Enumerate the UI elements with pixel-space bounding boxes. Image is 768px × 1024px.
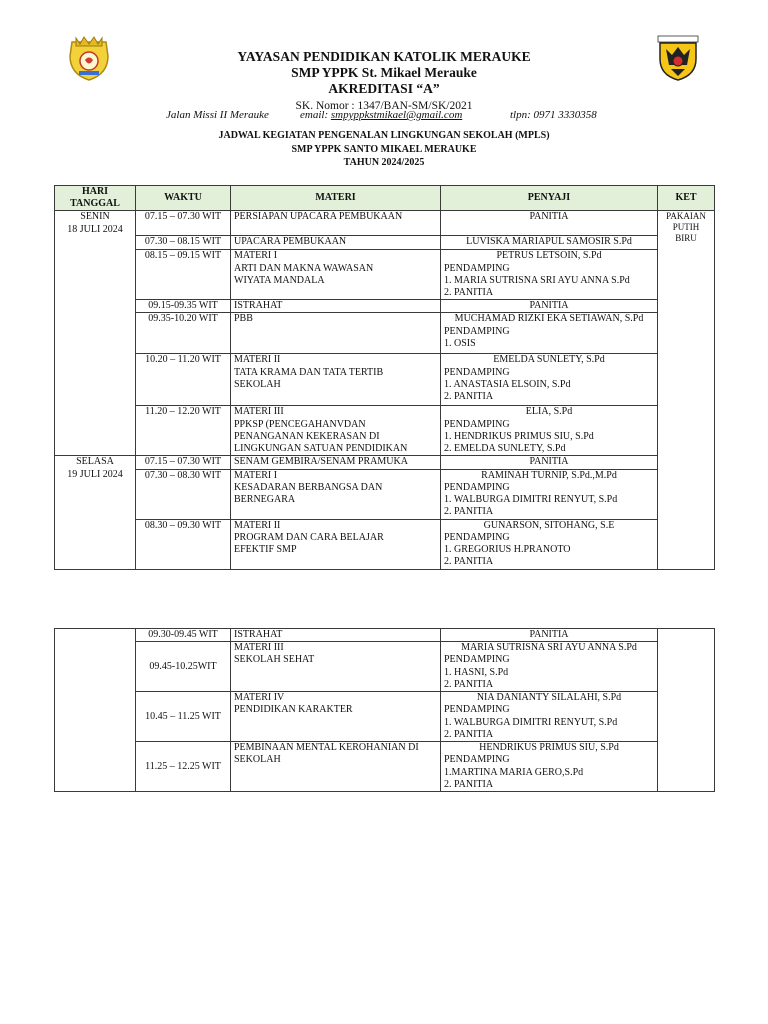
materi-line: SEKOLAH [234, 754, 281, 766]
table-row [55, 313, 715, 354]
title-line-1: JADWAL KEGIATAN PENGENALAN LINGKUNGAN SEKOLAH (MPLS) [218, 130, 550, 141]
waktu-cell: 09.15-09.35 WIT [136, 300, 231, 313]
materi-cell [231, 354, 441, 406]
schedule-body [55, 211, 715, 569]
waktu-cell: 09.45-10.25WIT [136, 642, 231, 692]
penyaji-cell [441, 469, 658, 519]
penyaji-cell [441, 406, 658, 456]
header-ket: KET [658, 186, 715, 211]
materi-line: BERNEGARA [234, 494, 296, 506]
materi-line: UPACARA PEMBUKAAN [234, 236, 347, 248]
companion-item: 2. PANITIA [444, 287, 494, 299]
document-title [150, 129, 618, 170]
waktu-cell: 10.45 – 11.25 WIT [136, 692, 231, 742]
materi-line: PPKSP (PENCEGAHANVDAN [234, 418, 366, 430]
email-link[interactable]: smpyppkstmikael@gmail.com [330, 109, 463, 121]
waktu-cell: 11.25 – 12.25 WIT [136, 742, 231, 792]
table-row [55, 629, 715, 642]
materi-cell [231, 456, 441, 469]
table-row [55, 742, 715, 792]
companion-label: PENDAMPING [444, 418, 510, 430]
companion-item: 1.MARTINA MARIA GERO,S.Pd [444, 766, 584, 778]
school-logo-right [657, 35, 699, 81]
companion-item: 1. WALBURGA DIMITRI RENYUT, S.Pd [444, 716, 618, 728]
presenter-name: ELIA, S.Pd [525, 406, 573, 418]
presenter-name: RAMINAH TURNIP, S.Pd.,M.Pd [481, 469, 617, 481]
materi-cell [231, 629, 441, 642]
penyaji-cell [441, 519, 658, 569]
companion-label: PENDAMPING [444, 481, 510, 493]
materi-cell [231, 313, 441, 354]
materi-cell [231, 742, 441, 792]
materi-line: SEKOLAH [234, 378, 281, 390]
school-name: SMP YPPK St. Mikael Merauke [291, 65, 477, 80]
materi-line: MATERI II [234, 519, 281, 531]
school-logo-left [66, 34, 112, 82]
companion-item: 2. PANITIA [444, 556, 494, 568]
materi-line: MATERI III [234, 642, 284, 654]
waktu-cell: 07.15 – 07.30 WIT [136, 211, 231, 236]
day-cell-senin [55, 211, 136, 456]
waktu-cell: 07.15 – 07.30 WIT [136, 456, 231, 469]
penyaji-cell [441, 692, 658, 742]
companion-label: PENDAMPING [444, 325, 510, 337]
day-cell-selasa [55, 456, 136, 569]
materi-line: PEMBINAAN MENTAL KEROHANIAN DI [234, 742, 419, 754]
table-row [55, 642, 715, 692]
companion-item: 2. PANITIA [444, 778, 494, 790]
materi-line: ISTRAHAT [234, 300, 283, 312]
materi-cell [231, 469, 441, 519]
penyaji-cell [441, 313, 658, 354]
presenter-name: PANITIA [529, 300, 569, 312]
companion-item: 2. PANITIA [444, 391, 494, 403]
waktu-cell: 07.30 – 08.30 WIT [136, 469, 231, 519]
materi-cell [231, 211, 441, 236]
presenter-name: EMELDA SUNLETY, S.Pd [493, 354, 605, 366]
email-label: email: [300, 109, 329, 121]
day-cell-empty [55, 629, 136, 792]
header-materi: MATERI [231, 186, 441, 211]
presenter-name: MUCHAMAD RIZKI EKA SETIAWAN, S.Pd [454, 313, 644, 325]
presenter-name: MARIA SUTRISNA SRI AYU ANNA S.Pd [461, 642, 637, 654]
table-header-row [55, 186, 715, 211]
presenter-name: GUNARSON, SITOHANG, S.E [483, 519, 615, 531]
waktu-cell: 07.30 – 08.15 WIT [136, 236, 231, 250]
materi-line: WIYATA MANDALA [234, 274, 325, 286]
materi-line: MATERI III [234, 406, 284, 418]
presenter-name: PANITIA [529, 629, 569, 640]
materi-cell [231, 642, 441, 692]
day-date: 18 JULI 2024 [67, 223, 123, 235]
school-address: Jalan Missi II Merauke [166, 109, 269, 121]
school-phone: tlpn: 0971 3330358 [510, 109, 597, 121]
sk-number: SK. Nomor : 1347/BAN-SM/SK/2021 [295, 100, 473, 112]
materi-line: MATERI IV [234, 692, 285, 704]
table-row [55, 211, 715, 236]
materi-line: LINGKUNGAN SATUAN PENDIDIKAN [234, 443, 408, 455]
materi-line: PENANGANAN KEKERASAN DI [234, 430, 380, 442]
companion-item: 1. OSIS [444, 337, 476, 349]
materi-line: MATERI I [234, 469, 278, 481]
materi-line: ISTRAHAT [234, 629, 283, 640]
companion-label: PENDAMPING [444, 366, 510, 378]
presenter-name: PANITIA [529, 456, 569, 468]
day-name: SENIN [80, 211, 110, 223]
title-line-3: TAHUN 2024/2025 [343, 157, 425, 168]
waktu-cell: 09.35-10.20 WIT [136, 313, 231, 354]
companion-label: PENDAMPING [444, 704, 510, 716]
ket-cell [658, 211, 715, 569]
waktu-cell: 11.20 – 12.20 WIT [136, 406, 231, 456]
companion-item: 1. HASNI, S.Pd [444, 666, 509, 678]
penyaji-cell [441, 250, 658, 300]
materi-line: PBB [234, 313, 253, 325]
table-row [55, 354, 715, 406]
table-row [55, 692, 715, 742]
presenter-name: PETRUS LETSOIN, S.Pd [496, 250, 602, 262]
materi-line: PENDIDIKAN KARAKTER [234, 704, 353, 716]
companion-item: 1. GREGORIUS H.PRANOTO [444, 544, 571, 556]
ket-cell-empty [658, 629, 715, 792]
penyaji-cell [441, 300, 658, 313]
table-row [55, 519, 715, 569]
table-row [55, 456, 715, 469]
materi-line: KESADARAN BERBANGSA DAN [234, 481, 383, 493]
ket-line: PUTIH [672, 222, 700, 233]
header-hari: HARI TANGGAL [55, 186, 136, 211]
companion-item: 2. PANITIA [444, 678, 494, 690]
penyaji-cell [441, 456, 658, 469]
penyaji-cell [441, 354, 658, 406]
ket-line: PAKAIAN [666, 211, 706, 222]
penyaji-cell [441, 236, 658, 250]
presenter-name: PANITIA [529, 211, 569, 223]
header-penyaji: PENYAJI [441, 186, 658, 211]
day-name: SELASA [76, 456, 114, 468]
letterhead [160, 48, 608, 113]
waktu-cell: 08.30 – 09.30 WIT [136, 519, 231, 569]
foundation-name: YAYASAN PENDIDIKAN KATOLIK MERAUKE [237, 49, 531, 64]
accreditation: AKREDITASI “A” [328, 81, 440, 96]
title-line-2: SMP YPPK SANTO MIKAEL MERAUKE [291, 143, 477, 155]
companion-item: 1. WALBURGA DIMITRI RENYUT, S.Pd [444, 494, 618, 506]
school-email [300, 109, 462, 121]
companion-item: 2. EMELDA SUNLETY, S.Pd [444, 443, 566, 455]
materi-line: SENAM GEMBIRA/SENAM PRAMUKA [234, 456, 408, 468]
companion-label: PENDAMPING [444, 654, 510, 666]
table-row [55, 406, 715, 456]
waktu-cell: 09.30-09.45 WIT [136, 629, 231, 642]
companion-label: PENDAMPING [444, 262, 510, 274]
materi-line: EFEKTIF SMP [234, 544, 297, 556]
penyaji-cell [441, 742, 658, 792]
companion-item: 1. MARIA SUTRISNA SRI AYU ANNA S.Pd [444, 274, 630, 286]
presenter-name: NIA DANIANTY SILALAHI, S.Pd [476, 692, 622, 704]
companion-item: 2. PANITIA [444, 506, 494, 518]
materi-cell [231, 300, 441, 313]
table-row [55, 250, 715, 300]
materi-line: PERSIAPAN UPACARA PEMBUKAAN [234, 211, 403, 223]
materi-line: PROGRAM DAN CARA BELAJAR [234, 531, 384, 543]
penyaji-cell [441, 642, 658, 692]
schedule-body-continued [55, 629, 715, 792]
companion-item: 1. HENDRIKUS PRIMUS SIU, S.Pd [444, 430, 594, 442]
table-row [55, 300, 715, 313]
materi-line: TATA KRAMA DAN TATA TERTIB [234, 366, 384, 378]
materi-cell [231, 236, 441, 250]
presenter-name: LUVISKA MARIAPUL SAMOSIR S.Pd [466, 236, 632, 248]
materi-line: MATERI I [234, 250, 278, 262]
table-row [55, 469, 715, 519]
companion-item: 1. ANASTASIA ELSOIN, S.Pd [444, 378, 571, 390]
schedule-table-page-2 [54, 628, 715, 792]
day-date: 19 JULI 2024 [67, 468, 123, 480]
waktu-cell: 10.20 – 11.20 WIT [136, 354, 231, 406]
schedule-table-page-1 [54, 185, 715, 570]
header-waktu: WAKTU [136, 186, 231, 211]
table-row [55, 236, 715, 250]
companion-label: PENDAMPING [444, 754, 510, 766]
materi-cell [231, 406, 441, 456]
penyaji-cell [441, 211, 658, 236]
ket-line: BIRU [675, 233, 697, 244]
materi-line: ARTI DAN MAKNA WAWASAN [234, 262, 374, 274]
materi-cell [231, 519, 441, 569]
companion-item: 2. PANITIA [444, 728, 494, 740]
waktu-cell: 08.15 – 09.15 WIT [136, 250, 231, 300]
companion-label: PENDAMPING [444, 531, 510, 543]
penyaji-cell [441, 629, 658, 642]
presenter-name: HENDRIKUS PRIMUS SIU, S.Pd [479, 742, 619, 754]
materi-line: MATERI II [234, 354, 281, 366]
materi-line: SEKOLAH SEHAT [234, 654, 315, 666]
materi-cell [231, 692, 441, 742]
materi-cell [231, 250, 441, 300]
